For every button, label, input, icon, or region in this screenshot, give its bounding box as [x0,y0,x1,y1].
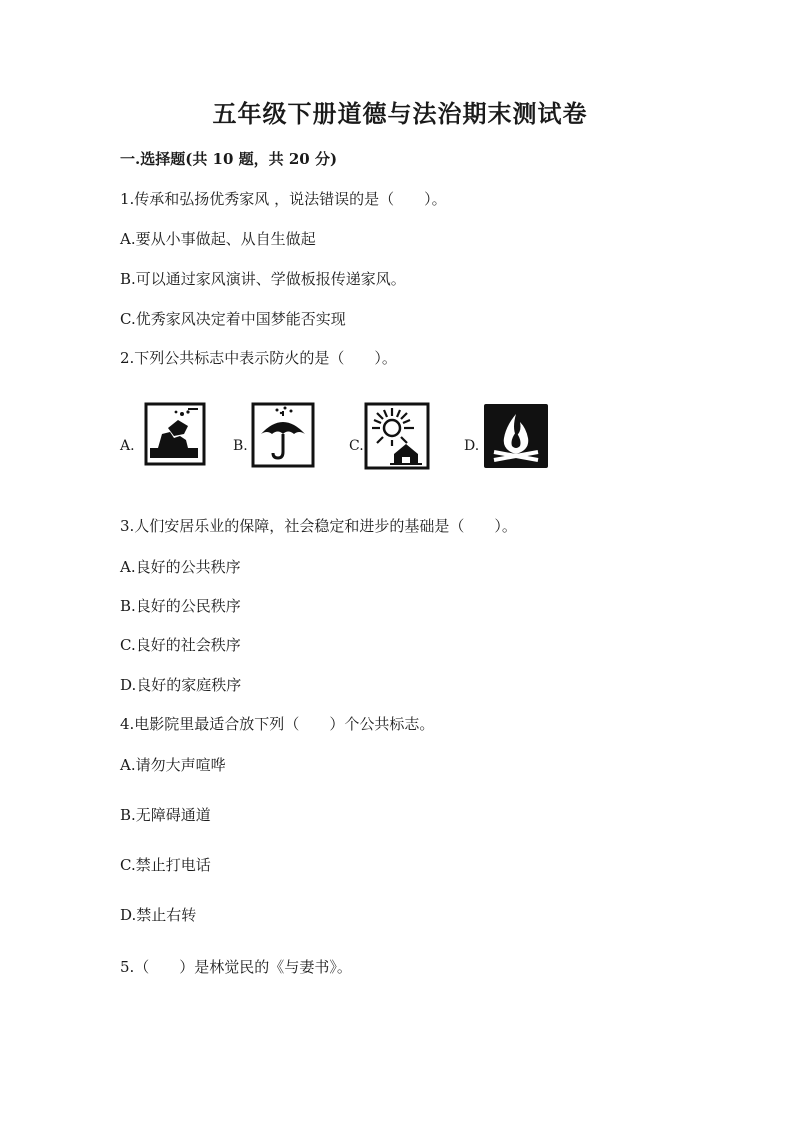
question-4-option-d: D.禁止右转 [120,906,197,924]
question-3-option-a: A.良好的公共秩序 [120,558,241,576]
question-4-option-a: A.请勿大声喧哗 [120,756,226,774]
sign-option-a-label: A. [120,438,135,454]
page-title: 五年级下册道德与法治期末测试卷 [212,99,588,128]
section-heading: 一.选择题(共 10 题，共 20 分) [120,150,338,168]
question-1-option-c: C.优秀家风决定着中国梦能否实现 [120,310,346,328]
umbrella-rain-icon [251,402,315,468]
sun-house-icon [364,402,430,470]
question-3-stem: 3.人们安居乐业的保障，社会稳定和进步的基础是（ ）。 [120,517,517,535]
sign-option-c-label: C. [349,438,364,454]
question-4-option-c: C.禁止打电话 [120,856,211,874]
question-5-stem: 5.（ ）是林觉民的《与妻书》。 [120,958,352,976]
question-3-option-d: D.良好的家庭秩序 [120,676,242,694]
hand-holding-item-icon [144,402,206,466]
question-4-stem: 4.电影院里最适合放下列（ ）个公共标志。 [120,715,435,733]
question-4-option-b: B.无障碍通道 [120,806,211,824]
sign-options-row [120,402,560,474]
question-1-option-a: A.要从小事做起、从自生做起 [120,230,316,248]
question-2-stem: 2.下列公共标志中表示防火的是（ ）。 [120,349,397,367]
question-1-option-b: B.可以通过家风演讲、学做板报传递家风。 [120,270,406,288]
question-3-option-b: B.良好的公民秩序 [120,597,241,615]
fire-flame-icon [482,402,550,470]
sign-option-d-label: D. [464,438,480,454]
question-3-option-c: C.良好的社会秩序 [120,636,241,654]
sign-option-b-label: B. [233,438,248,454]
question-1-stem: 1.传承和弘扬优秀家风 ，说法错误的是（ ）。 [120,190,447,208]
